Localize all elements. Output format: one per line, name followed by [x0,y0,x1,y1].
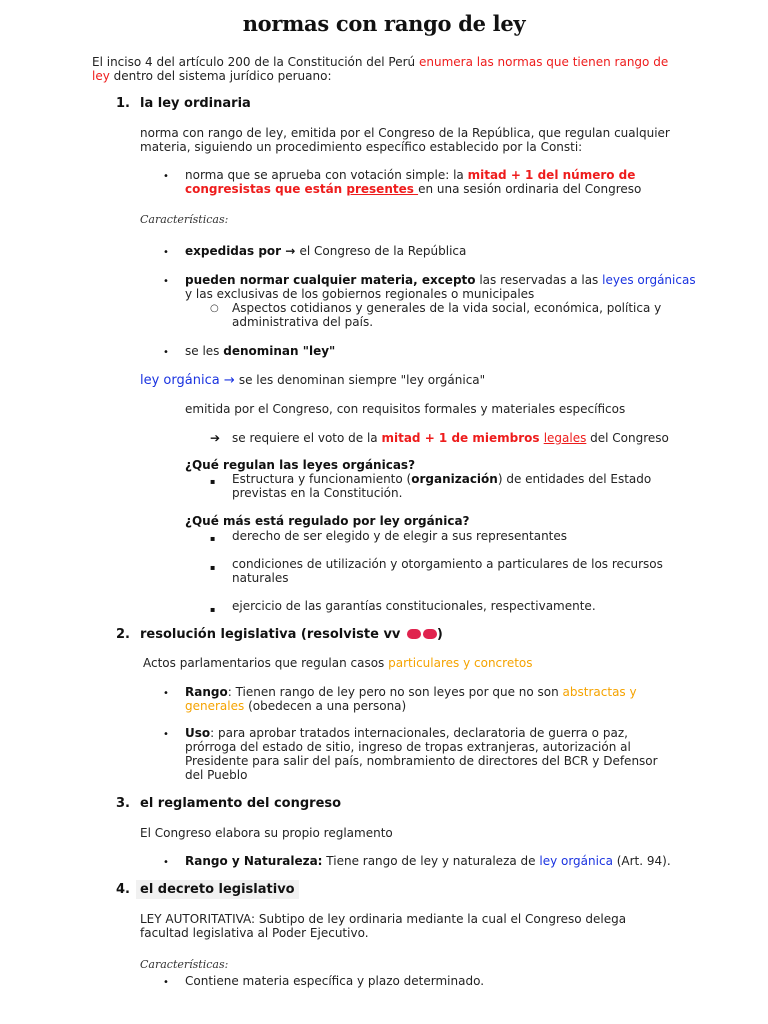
ley-organica-voto [232,431,669,445]
s1-c2-bold: pueden normar cualquier materia, excepto [185,273,476,287]
bullet-icon: • [163,347,169,358]
s1-desc-line-2: materia, siguiendo un procedimiento específico establecido por la Consti: [140,140,583,154]
section-4-heading [140,882,299,898]
s3-desc: El Congreso elabora su propio reglamento [140,826,393,840]
s2-rango-orange-2: generales [185,699,245,713]
caracteristicas-label: Características: [140,213,229,226]
ley-organica-line [140,373,485,388]
section-1-heading: la ley ordinaria [140,96,251,111]
caracteristicas-label-2: Características: [140,958,229,971]
page-title: normas con rango de ley [242,11,526,36]
voto-red: mitad + 1 de miembros [381,431,544,445]
section-2-heading-text: resolución legislativa (resolviste vv [140,627,405,642]
intro-text-end: dentro del sistema jurídico peruano: [109,69,332,83]
heart-lips-icon [423,629,437,639]
bullet-icon: • [163,247,169,258]
s2-uso-text: : para aprobar tratados internacionales, declaratoria de guerra o paz, [210,726,628,740]
bullet-icon: • [163,857,169,868]
s1-b1-line-1 [185,168,635,182]
s3-bullet-post: (Art. 94). [612,854,671,868]
s1-b1-text: norma que se aprueba con votación simple: la [185,168,468,182]
s1-c2-line-1 [185,273,696,287]
s1-c3-pre: se les [185,344,224,358]
section-3-heading: el reglamento del congreso [140,796,342,811]
square-bullet-icon: ▪ [210,605,216,614]
s1-c2-sub-line-1: Aspectos cotidianos y generales de la vida social, económica, política y [232,301,662,315]
q1-answer-pre: Estructura y funcionamiento ( [232,472,412,486]
intro-line-2 [92,69,332,83]
question-1: ¿Qué regulan las leyes orgánicas? [185,458,416,472]
section-4-number: 4. [116,882,130,897]
s1-c2-blue: leyes orgánicas [602,273,696,287]
s2-rango-post: (obedecen a una persona) [244,699,407,713]
s1-c2-line-2: y las exclusivas de los gobiernos regionales o municipales [185,287,535,301]
s1-b1-red: mitad + 1 del número de [467,168,636,182]
s2-desc [143,656,533,670]
q1-answer-line-1 [232,472,651,486]
q2-item-3: ejercicio de las garantías constitucionales, respectivamente. [232,599,596,613]
s3-bullet-blue: ley orgánica [539,854,613,868]
voto-red-underlined: legales [543,431,587,445]
s2-uso-bold: Uso [185,726,211,740]
s2-rango-bold: Rango [185,685,228,699]
ley-organica-rest: se les denominan siempre "ley orgánica" [238,373,486,387]
s3-bullet-rest: Tiene rango de ley y naturaleza de [322,854,540,868]
section-3-number: 3. [116,796,130,811]
s1-c1-bold: expedidas por → [185,244,300,258]
s2-rango-line-2 [185,699,406,713]
s4-desc-line-1: LEY AUTORITATIVA: Subtipo de ley ordinaria mediante la cual el Congreso delega [140,912,627,926]
intro-highlight: enumera las normas que tienen rango de [418,55,669,69]
s1-c1-rest: el Congreso de la República [299,244,467,258]
voto-post: del Congreso [586,431,669,445]
s1-b1-line-2 [185,182,641,196]
s2-uso-line-3: Presidente para salir del país, nombramiento de directores del BCR y Defensor [185,754,658,768]
s2-desc-orange: particulares y concretos [388,656,533,670]
section-2-heading-end: ) [436,627,443,642]
intro-text: El inciso 4 del artículo 200 de la Constitución del Perú [92,55,419,69]
voto-pre: se requiere el voto de la [232,431,382,445]
q1-answer-line-2: previstas en la Constitución. [232,486,403,500]
section-2-number: 2. [116,627,130,642]
s2-uso-line-2: prórroga del estado de sitio, ingreso de tropas extranjeras, autorización al [185,740,631,754]
section-1-number: 1. [116,96,130,111]
s1-b1-red-2: congresistas que están [185,182,347,196]
ley-organica-emitida: emitida por el Congreso, con requisitos formales y materiales específicos [185,402,626,416]
section-4-heading-text: el decreto legislativo [136,880,299,899]
s4-desc-line-2: facultad legislativa al Poder Ejecutivo. [140,926,369,940]
s3-bullet-bold: Rango y Naturaleza: [185,854,323,868]
s2-rango-orange: abstractas y [562,685,637,699]
intro-highlight-end: ley [92,69,110,83]
s1-c2-rest: las reservadas a las [475,273,603,287]
circle-bullet-icon: ○ [210,303,219,314]
s2-uso-line-4: del Pueblo [185,768,248,782]
ley-organica-label: ley orgánica → [140,373,239,388]
s2-desc-pre: Actos parlamentarios que regulan casos [143,656,389,670]
bullet-icon: • [163,688,169,699]
s1-c3 [185,344,335,358]
q2-item-2-line-1: condiciones de utilización y otorgamiento a particulares de los recursos [232,557,663,571]
s1-b1-red-underlined: presentes [346,182,419,196]
bullet-icon: • [163,276,169,287]
section-2-heading [140,627,443,643]
s1-c3-bold: denominan "ley" [223,344,336,358]
arrow-right-icon: ➔ [210,431,221,445]
s1-c2-sub-line-2: administrativa del país. [232,315,374,329]
heart-lips-icon [407,629,421,639]
intro-line-1 [92,55,668,69]
q2-item-2-line-2: naturales [232,571,289,585]
s2-rango-line-1 [185,685,637,699]
s4-bullet: Contiene materia específica y plazo determinado. [185,974,485,988]
q1-answer-post: ) de entidades del Estado [497,472,652,486]
question-2: ¿Qué más está regulado por ley orgánica? [185,514,470,528]
square-bullet-icon: ▪ [210,563,216,572]
s3-bullet [185,854,671,868]
q2-item-1: derecho de ser elegido y de elegir a sus representantes [232,529,568,543]
q1-answer-bold: organización [411,472,498,486]
s1-desc-line-1: norma con rango de ley, emitida por el Congreso de la República, que regulan cualquier [140,126,670,140]
s1-b1-post: en una sesión ordinaria del Congreso [418,182,642,196]
square-bullet-icon: ▪ [210,534,216,543]
square-bullet-icon: ▪ [210,477,216,486]
bullet-icon: • [163,729,169,740]
s1-c1 [185,244,466,258]
bullet-icon: • [163,171,169,182]
bullet-icon: • [163,977,169,988]
s2-rango-rest: : Tienen rango de ley pero no son leyes por que no son [227,685,563,699]
s2-uso-line-1 [185,726,628,740]
